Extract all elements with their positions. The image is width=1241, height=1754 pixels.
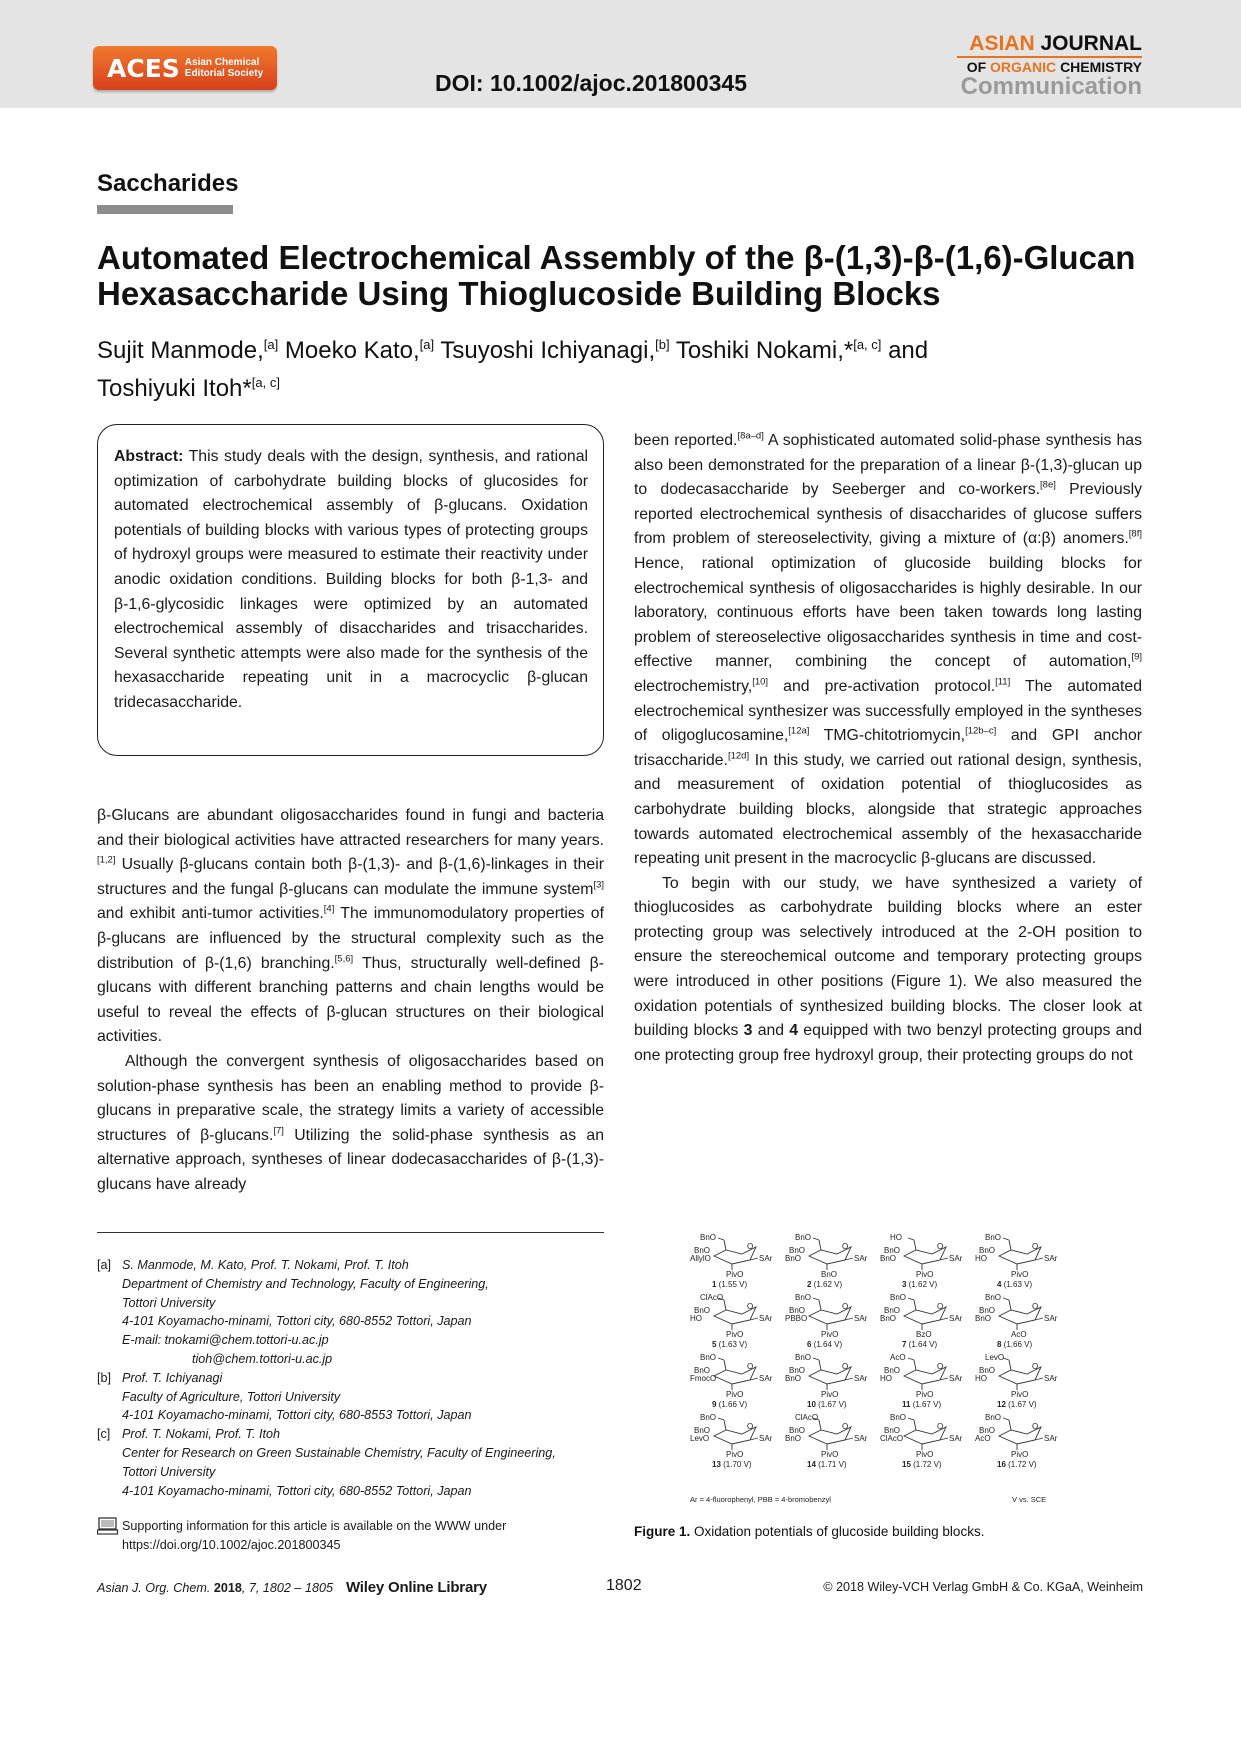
compound-number: 8	[997, 1340, 1002, 1349]
substituent-3: BnO	[975, 1314, 992, 1323]
substituent-2: PivO	[726, 1270, 744, 1279]
substituent-4: BnO	[789, 1426, 806, 1435]
figure-units-note: V vs. SCE	[1012, 1495, 1047, 1504]
substituent-sar: SAr	[1044, 1434, 1058, 1443]
compound-7	[880, 1293, 963, 1349]
compound-number: 7	[902, 1340, 907, 1349]
substituent-2: PivO	[916, 1270, 934, 1279]
substituent-sar: SAr	[759, 1254, 773, 1263]
bond	[724, 1300, 726, 1310]
compound-5	[690, 1293, 773, 1349]
substituent-4: BnO	[789, 1246, 806, 1255]
ring-oxygen: O	[1032, 1422, 1039, 1431]
compound-3	[880, 1233, 963, 1289]
substituent-3: AcO	[975, 1434, 991, 1443]
substituent-6: BnO	[700, 1413, 717, 1422]
compound-label	[712, 1280, 747, 1289]
substituent-6: BnO	[890, 1293, 907, 1302]
substituent-6: BnO	[795, 1233, 812, 1242]
substituent-sar: SAr	[949, 1374, 963, 1383]
substituent-2: PivO	[821, 1330, 839, 1339]
substituent-3: BnO	[880, 1314, 897, 1323]
computer-icon	[97, 1517, 122, 1555]
substituent-6: LevO	[985, 1353, 1005, 1362]
body-left-column	[97, 804, 604, 1198]
substituent-6: BnO	[700, 1353, 717, 1362]
bond	[718, 1238, 724, 1240]
substituent-3: ClAcO	[880, 1434, 904, 1443]
doi-link[interactable]: DOI: 10.1002/ajoc.201800345	[435, 70, 748, 96]
compound-4	[975, 1233, 1058, 1289]
affiliation-a: [a] S. Manmode, M. Kato, Prof. T. Nokami, Prof. T. Itoh Department of Chemistry and Technology, Faculty of Engineering, Tottori University 4-101 Koyamacho-minami, Tottori city, 680-8552 Tottori, Japan E-mail: tnokami@chem.tottori-u.ac.jp tioh@chem.tottori-u.ac.jp	[97, 1256, 604, 1369]
compound-16	[975, 1413, 1058, 1469]
substituent-sar: SAr	[854, 1254, 868, 1263]
substituent-4: BnO	[884, 1246, 901, 1255]
compound-label	[807, 1340, 842, 1349]
ring-oxygen: O	[937, 1242, 944, 1251]
oxidation-potential: (1.67 V)	[815, 1400, 847, 1409]
substituent-sar: SAr	[854, 1434, 868, 1443]
compound-number: 11	[902, 1400, 911, 1409]
header-bar	[0, 0, 1241, 108]
compound-label	[807, 1460, 847, 1469]
compound-number: 6	[807, 1340, 812, 1349]
substituent-3: AllylO	[690, 1254, 711, 1263]
ring-oxygen: O	[1032, 1302, 1039, 1311]
logo-main-text: ACES	[107, 53, 180, 83]
bond	[908, 1418, 914, 1420]
bond	[718, 1358, 724, 1360]
compound-9	[690, 1353, 773, 1409]
bond	[724, 1360, 726, 1370]
bond	[819, 1240, 821, 1250]
ring-oxygen: O	[747, 1302, 754, 1311]
copyright: © 2018 Wiley-VCH Verlag GmbH & Co. KGaA, Weinheim	[823, 1580, 1143, 1594]
substituent-6: BnO	[985, 1233, 1002, 1242]
substituent-4: BnO	[884, 1426, 901, 1435]
compound-label	[712, 1460, 752, 1469]
abstract-box	[97, 424, 604, 756]
substituent-6: ClAcO	[795, 1413, 819, 1422]
substituent-4: BnO	[694, 1426, 711, 1435]
substituent-sar: SAr	[1044, 1254, 1058, 1263]
compound-label	[902, 1460, 942, 1469]
body-right-column	[634, 429, 1142, 1068]
compound-label	[902, 1340, 937, 1349]
substituent-2: PivO	[726, 1450, 744, 1459]
bond	[914, 1360, 916, 1370]
bond	[908, 1238, 914, 1240]
substituent-2: BnO	[821, 1270, 838, 1279]
ring-oxygen: O	[1032, 1242, 1039, 1251]
compound-label	[902, 1280, 937, 1289]
substituent-4: BnO	[789, 1306, 806, 1315]
bond	[813, 1238, 819, 1240]
compound-number: 13	[712, 1460, 721, 1469]
ring-oxygen: O	[937, 1362, 944, 1371]
bond	[819, 1360, 821, 1370]
substituent-6: BnO	[795, 1293, 812, 1302]
substituent-2: PivO	[1011, 1390, 1029, 1399]
substituent-6: BnO	[795, 1353, 812, 1362]
compound-number: 4	[997, 1280, 1002, 1289]
supporting-info	[97, 1517, 604, 1555]
journal-logo: ASIAN JOURNAL OF ORGANIC CHEMISTRY Communication	[942, 33, 1142, 99]
substituent-sar: SAr	[759, 1374, 773, 1383]
substituent-2: BzO	[916, 1330, 932, 1339]
substituent-3: PBBO	[785, 1314, 808, 1323]
substituent-2: PivO	[726, 1330, 744, 1339]
oxidation-potential: (1.64 V)	[906, 1340, 938, 1349]
bond	[1009, 1240, 1011, 1250]
oxidation-potential: (1.67 V)	[910, 1400, 942, 1409]
compound-11	[880, 1353, 963, 1409]
substituent-2: PivO	[1011, 1450, 1029, 1459]
substituent-4: BnO	[694, 1246, 711, 1255]
substituent-sar: SAr	[949, 1314, 963, 1323]
substituent-6: ClAcO	[700, 1293, 724, 1302]
ring-oxygen: O	[842, 1422, 849, 1431]
substituent-3: HO	[975, 1254, 987, 1263]
compound-number: 15	[902, 1460, 911, 1469]
oxidation-potential: (1.63 V)	[716, 1340, 748, 1349]
compound-number: 14	[807, 1460, 816, 1469]
compound-14	[785, 1413, 868, 1469]
paragraph: β-Glucans are abundant oligosaccharides found in fungi and bacteria and their biological activities have attracted researchers for many years.[1,2] Usually β-glucans contain both β-(1,3)- and β-(1,6)-linkages in their structures and the fungal β-glucans can modulate the immune system[3] and exhibit anti-tumor activities.[4] The immunomodulatory properties of β-glucans are influenced by the structural complexity such as the distribution of β-(1,6) branching.[5,6] Thus, structurally well-defined β-glucans with different branching patterns and chain lengths would be useful to reveal the effects of β-glucan structures on their biological activities.	[97, 807, 604, 1046]
substituent-2: PivO	[916, 1390, 934, 1399]
compound-number: 2	[807, 1280, 812, 1289]
bond	[813, 1298, 819, 1300]
bond	[1009, 1300, 1011, 1310]
oxidation-potential: (1.72 V)	[1005, 1460, 1037, 1469]
abstract-text: Abstract: This study deals with the design, synthesis, and rational optimization of carbohydrate building blocks of glucosides for automated electrochemical assembly of β-glucans. Oxidation potentials of building blocks with various types of protecting groups of hydroxyl groups were measured to estimate their reactivity under anodic oxidation conditions. Building blocks for both β-1,3- and β-1,6-glycosidic linkages were optimized by an automated electrochemical assembly of disaccharides and trisaccharides. Several synthetic attempts were also made for the synthesis of the hexasaccharide repeating unit in a macrocyclic β-glucan tridecasaccharide.	[114, 448, 588, 711]
substituent-6: BnO	[890, 1413, 907, 1422]
affiliations	[97, 1256, 604, 1500]
bond	[724, 1240, 726, 1250]
wiley-online-library-logo[interactable]: Wiley Online Library	[345, 1579, 487, 1596]
paragraph: To begin with our study, we have synthesized a variety of thioglucosides as carbohydrate building blocks where an ester protecting group was selectively introduced at the 2-OH position to ensure the stereochemical outcome and temporary protecting groups were introduced in other positions (Figure 1). We also measured the oxidation potentials of synthesized building blocks. The closer look at building blocks 3 and 4 equipped with two benzyl protecting groups and one protecting group free hydroxyl group, their protecting groups do not	[634, 874, 1142, 1064]
substituent-sar: SAr	[949, 1434, 963, 1443]
substituent-6: BnO	[985, 1293, 1002, 1302]
compound-2	[785, 1233, 868, 1289]
section-underline	[97, 205, 233, 214]
compound-label	[902, 1400, 941, 1409]
substituent-sar: SAr	[1044, 1374, 1058, 1383]
substituent-3: HO	[880, 1374, 892, 1383]
ring-oxygen: O	[842, 1242, 849, 1251]
bond	[1009, 1420, 1011, 1430]
compound-8	[975, 1293, 1058, 1349]
substituent-2: PivO	[821, 1450, 839, 1459]
footer-citation: Asian J. Org. Chem. 2018 , 7, 1802 – 1805 Wiley Online Library	[97, 1579, 487, 1596]
substituent-4: BnO	[694, 1366, 711, 1375]
substituent-4: BnO	[979, 1426, 996, 1435]
compound-label	[712, 1400, 747, 1409]
ring-oxygen: O	[1032, 1362, 1039, 1371]
substituent-2: PivO	[916, 1450, 934, 1459]
compound-label	[807, 1400, 847, 1409]
substituent-4: BnO	[884, 1306, 901, 1315]
figure-1-structures	[690, 1230, 1070, 1506]
substituent-2: PivO	[1011, 1270, 1029, 1279]
bond	[1003, 1298, 1009, 1300]
compound-6	[785, 1293, 868, 1349]
substituent-4: BnO	[979, 1246, 996, 1255]
compound-number: 5	[712, 1340, 717, 1349]
compound-number: 3	[902, 1280, 907, 1289]
oxidation-potential: (1.66 V)	[716, 1400, 748, 1409]
bond	[914, 1300, 916, 1310]
compound-1	[690, 1233, 773, 1289]
author-list: Sujit Manmode,[a] Moeko Kato,[a] Tsuyoshi Ichiyanagi,[b] Toshiki Nokami,*[a, c] and Toshiyuki Itoh*[a, c]	[97, 337, 929, 402]
substituent-3: LevO	[690, 1434, 710, 1443]
substituent-4: BnO	[979, 1366, 996, 1375]
compound-number: 16	[997, 1460, 1006, 1469]
substituent-4: BnO	[789, 1366, 806, 1375]
bond	[914, 1420, 916, 1430]
bond	[718, 1418, 724, 1420]
substituent-6: BnO	[985, 1413, 1002, 1422]
page-number: 1802	[606, 1577, 642, 1594]
affiliation-b: [b] Prof. T. Ichiyanagi Faculty of Agriculture, Tottori University 4-101 Koyamacho-minami, Tottori city, 680-8553 Tottori, Japan	[97, 1370, 472, 1423]
oxidation-potential: (1.70 V)	[720, 1460, 752, 1469]
substituent-sar: SAr	[1044, 1314, 1058, 1323]
compound-13	[690, 1413, 773, 1469]
bond	[1009, 1360, 1011, 1370]
paragraph: Although the convergent synthesis of oligosaccharides based on solution-phase synthesis has been an enabling method to provide β-glucans in preparative scale, the strategy limits a variety of accessible structures of β-glucans.[7] Utilizing the solid-phase synthesis as an alternative approach, syntheses of linear dodecasaccharides of β-(1,3)-glucans have already	[97, 1052, 604, 1193]
figure-footnote: Ar = 4-fluorophenyl, PBB = 4-bromobenzyl	[690, 1495, 831, 1504]
substituent-3: BnO	[785, 1434, 802, 1443]
compound-number: 1	[712, 1280, 717, 1289]
oxidation-potential: (1.62 V)	[906, 1280, 938, 1289]
ring-oxygen: O	[842, 1362, 849, 1371]
substituent-sar: SAr	[949, 1254, 963, 1263]
bond	[724, 1420, 726, 1430]
oxidation-potential: (1.63 V)	[1001, 1280, 1033, 1289]
substituent-sar: SAr	[854, 1374, 868, 1383]
compound-12	[975, 1353, 1058, 1409]
compound-number: 10	[807, 1400, 816, 1409]
oxidation-potential: (1.62 V)	[811, 1280, 843, 1289]
figure-caption: Figure 1. Oxidation potentials of glucoside building blocks.	[634, 1524, 985, 1539]
compound-label	[997, 1340, 1032, 1349]
oxidation-potential: (1.64 V)	[811, 1340, 843, 1349]
bond	[1003, 1238, 1009, 1240]
substituent-6: BnO	[700, 1233, 717, 1242]
compound-label	[997, 1460, 1037, 1469]
compound-label	[997, 1280, 1032, 1289]
substituent-4: BnO	[694, 1306, 711, 1315]
ring-oxygen: O	[937, 1302, 944, 1311]
ring-oxygen: O	[842, 1302, 849, 1311]
oxidation-potential: (1.55 V)	[716, 1280, 748, 1289]
bond	[908, 1298, 914, 1300]
compound-number: 9	[712, 1400, 717, 1409]
aces-logo	[93, 46, 277, 90]
substituent-sar: SAr	[854, 1314, 868, 1323]
email-link[interactable]: E-mail: tnokami@chem.tottori-u.ac.jp	[122, 1333, 329, 1348]
compound-label	[712, 1340, 747, 1349]
email-link[interactable]: tioh@chem.tottori-u.ac.jp	[192, 1351, 333, 1366]
bond	[813, 1358, 819, 1360]
footnote-divider	[97, 1232, 604, 1233]
compound-label	[997, 1400, 1037, 1409]
bond	[1003, 1418, 1009, 1420]
bond	[819, 1420, 821, 1430]
ring-oxygen: O	[937, 1422, 944, 1431]
paragraph: been reported.[8a–d] A sophisticated automated solid-phase synthesis has also been demonstrated for the preparation of a linear β-(1,3)-glucan up to dodecasaccharide by Seeberger and co-workers.[8e] Previously reported electrochemical synthesis of disaccharides of glucose suffers from problem of stereoselectivity, giving a mixture of (α:β) anomers.[8f] Hence, rational optimization of glucoside building blocks for electrochemical synthesis of oligosaccharides is highly desirable. In our laboratory, continuous efforts have been taken towards long lasting problem of stereoselective oligosaccharides synthesis in time and cost-effective manner, combining the concept of automation,[9] electrochemistry,[10] and pre-activation protocol.[11] The automated electrochemical synthesizer was successfully employed in the syntheses of oligoglucosamine,[12a] TMG-chitotriomycin,[12b–c] and GPI anchor trisaccharide.[12d] In this study, we carried out rational design, synthesis, and measurement of oxidation potential of thioglucosides as carbohydrate building blocks, alongside that strategic approaches towards automated electrochemical assembly of the hexasaccharide repeating unit present in the macrocyclic β-glucans are discussed.	[634, 430, 1142, 868]
article-title: Automated Electrochemical Assembly of the β-(1,3)-β-(1,6)-Glucan Hexasaccharide Using Thioglucoside Building Blocks	[97, 239, 1136, 312]
bond	[819, 1300, 821, 1310]
ring-oxygen: O	[747, 1362, 754, 1371]
substituent-2: PivO	[726, 1390, 744, 1399]
substituent-2: AcO	[1011, 1330, 1027, 1339]
compound-15	[880, 1413, 963, 1469]
substituent-sar: SAr	[759, 1314, 773, 1323]
oxidation-potential: (1.66 V)	[1001, 1340, 1033, 1349]
substituent-4: BnO	[884, 1366, 901, 1375]
affiliation-c: [c] Prof. T. Nokami, Prof. T. Itoh Center for Research on Green Sustainable Chemistry, Faculty of Engineering, Tottori University 4-101 Koyamacho-minami, Tottori city, 680-8552 Tottori, Japan	[97, 1427, 556, 1498]
ring-oxygen: O	[747, 1422, 754, 1431]
substituent-3: HO	[690, 1314, 702, 1323]
ring-oxygen: O	[747, 1242, 754, 1251]
supporting-info-text[interactable]: Supporting information for this article is available on the WWW under https://doi.org/10.1002/ajoc.201800345	[122, 1519, 507, 1552]
oxidation-potential: (1.67 V)	[1005, 1400, 1037, 1409]
substituent-2: PivO	[821, 1390, 839, 1399]
bond	[908, 1358, 914, 1360]
substituent-3: FmocO	[690, 1374, 717, 1383]
section-heading: Saccharides	[97, 170, 239, 197]
substituent-3: BnO	[785, 1374, 802, 1383]
compound-label	[807, 1280, 842, 1289]
substituent-3: BnO	[880, 1254, 897, 1263]
compound-number: 12	[997, 1400, 1006, 1409]
oxidation-potential: (1.71 V)	[815, 1460, 847, 1469]
substituent-3: BnO	[785, 1254, 802, 1263]
article-type: Communication	[960, 73, 1142, 100]
substituent-4: BnO	[979, 1306, 996, 1315]
substituent-sar: SAr	[759, 1434, 773, 1443]
logo-sub-text: Asian Chemical Editorial Society	[184, 57, 264, 79]
substituent-6: AcO	[890, 1353, 906, 1362]
substituent-6: HO	[890, 1233, 902, 1242]
bond	[914, 1240, 916, 1250]
substituent-3: HO	[975, 1374, 987, 1383]
compound-10	[785, 1353, 868, 1409]
oxidation-potential: (1.72 V)	[910, 1460, 942, 1469]
